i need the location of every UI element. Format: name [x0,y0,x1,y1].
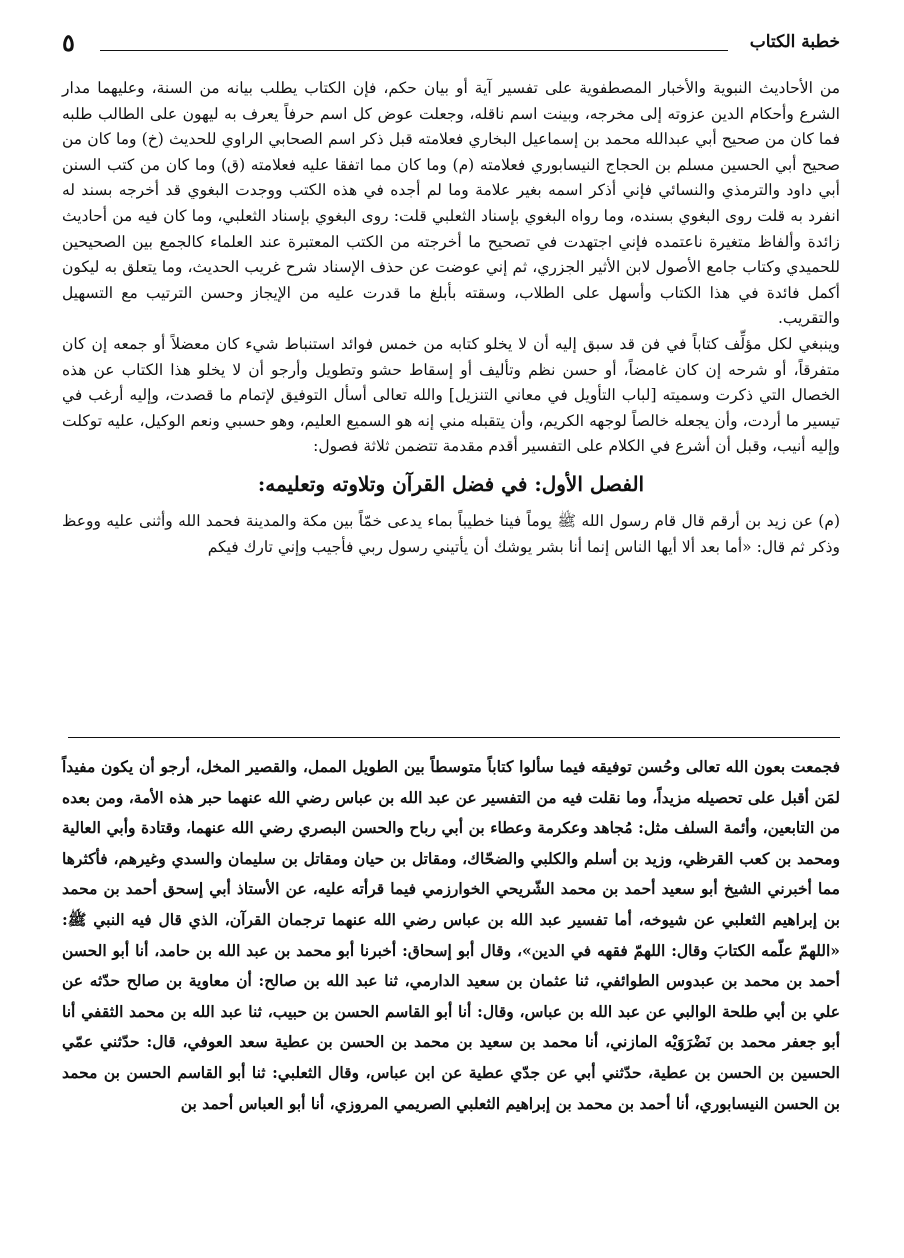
paragraph: وينبغي لكل مؤلِّف كتاباً في فن قد سبق إليه أن لا يخلو كتابه من خمس فوائد استنباط شيء كان معضلاً أو جمعه إن كان متفرقاً، أو شرحه إن كان غامضاً، أو حسن نظم وتأليف أو إسقاط حشو وتطويل وأرجو أن لا يخلو هذا الكتاب عن هذه الخصال التي ذكرت وسميته [لباب التأويل في معاني التنزيل] والله تعالى أسأل التوفيق لإتمام ما قصدت، وإليه أرغب في تيسير ما أردت، وأن يجعله خالصاً لوجهه الكريم، وأن يتقبله مني إنه هو السميع العليم، وهو حسبي ونعم الوكيل، عليه توكلت وإليه أنيب، وقبل أن أشرع في الكلام على التفسير أقدم مقدمة تتضمن ثلاثة فصول: [62,334,840,456]
running-header [62,28,840,62]
footnote [62,752,840,1119]
footnote-text: فجمعت بعون الله تعالى وحُسن توفيقه فيما سألوا كتاباً متوسطاً بين الطويل الممل، والقصير المخل، أرجو أن يكون مفيداً لمَن أقبل على تحصيله مزيداً، وما نقلت فيه من التفسير عن عبد الله بن عباس رضي الله عنهما حبر هذه الأمة، ومن بعده من التابعين، وأئمة السلف مثل: مُجاهد وعكرمة وعطاء بن أبي رباح والحسن البصري رضي الله عنهما، وقتادة وأبي العالية ومحمد بن كعب القرظي، وزيد بن أسلم والكلبي والضحّاك، ومقاتل بن حيان ومقاتل بن سليمان والسدي وغيرهم، فأكثرها مما أخبرني الشيخ أبو سعيد أحمد بن محمد الشّريحي الخوارزمي فيما قرأته عليه، عن الأستاذ أبي إسحق أحمد بن محمد بن إبراهيم الثعلبي عن شيوخه، أما تفسير عبد الله بن عباس رضي الله عنهما ترجمان القرآن، الذي قال فيه النبي ﷺ: «اللهمّ علّمه الكتابَ وقال: اللهمّ فقهه في الدين»، وقال أبو إسحاق: أخبرنا أبو محمد بن عبد الله بن حامد، أنا أبو الحسن أحمد بن محمد بن عبدوس الطوائفي، ثنا عثمان بن سعيد الدارمي، ثنا عبد الله بن صالح: أن معاوية بن صالح حدّثه عن علي بن أبي طلحة الوالبي عن عبد الله بن عباس، وقال: أنا أبو القاسم الحسن بن حبيب، ثنا عبد الله بن محمد الثقفي أنا أبو جعفر محمد بن نَضْرَوَيْه المازني، أنا محمد بن سعيد بن محمد بن الحسن بن عطية سعد العوفي، قال: حدّثني عمّي الحسين بن الحسن بن عطية، حدّثني أبي عن جدّي عطية عن ابن عباس، وقال الثعلبي: ثنا أبو القاسم الحسن بن محمد بن الحسن النيسابوري، أنا أحمد بن محمد بن إبراهيم الثعلبي الصريمي المروزي، أنا أبو العباس أحمد بن [62,757,840,1113]
header-rule [100,50,728,51]
paragraph: من الأحاديث النبوية والأخبار المصطفوية على تفسير آية أو بيان حكم، فإن الكتاب يطلب بيانه من السنة، وعليهما مدار الشرع وأحكام الدين عزوته إلى مخرجه، وبينت اسم ناقله، وجعلت عوض كل اسم حرفاً يعرف به ليهون على الطالب طلبه فما كان من صحيح أبي عبدالله محمد بن إسماعيل البخاري فعلامته قبل ذكر اسم الصحابي الراوي للحديث (خ) وما كان من صحيح أبي الحسين مسلم بن الحجاج النيسابوري فعلامته (م) وما كان مما اتفقا عليه فعلامته (ق) وما كان من كتب السنن أبي داود والترمذي والنسائي فإني أذكر اسمه بغير علامة وما لم أجده في هذه الكتب ووجدت البغوي قد أخرجه بسند له انفرد به قلت روى البغوي بسنده، وما رواه البغوي بإسناد الثعلبي قلت: روى البغوي بإسناد الثعلبي، وما كان فيه من أحاديث زائدة وألفاظ متغيرة ناعتمده فإني اجتهدت في تصحيح ما أخرجته من الكتب المعتبرة عند العلماء كالجمع بين الصحيحين للحميدي وكتاب جامع الأصول لابن الأثير الجزري، ثم إني عوضت عن حذف الإسناد شرح غريب الحديث، وما يتعلق به ليكون أكمل فائدة في هذا الكتاب وأسهل على الطلاب، وسقته بأبلغ ما قدرت عليه من الإيجاز وحسن الترتيب مع التسهيل والتقريب. [62,79,840,328]
section-heading: الفصل الأول: في فضل القرآن وتلاوته وتعليمه: [257,471,645,496]
main-text [62,76,840,560]
footnote-separator [68,737,840,738]
page-number: ٥ [62,28,75,57]
running-title: خطبة الكتاب [749,32,840,52]
hadith-paragraph: (م) عن زيد بن أرقم قال قام رسول الله ﷺ يوماً فينا خطيباً بماء يدعى خمّاً بين مكة والمدينة فحمد الله وأثنى عليه ووعظ وذكر ثم قال: «أما بعد ألا أيها الناس إنما أنا بشر يوشك أن يأتيني رسول ربي فأجيب وإني تارك فيكم [62,511,840,556]
